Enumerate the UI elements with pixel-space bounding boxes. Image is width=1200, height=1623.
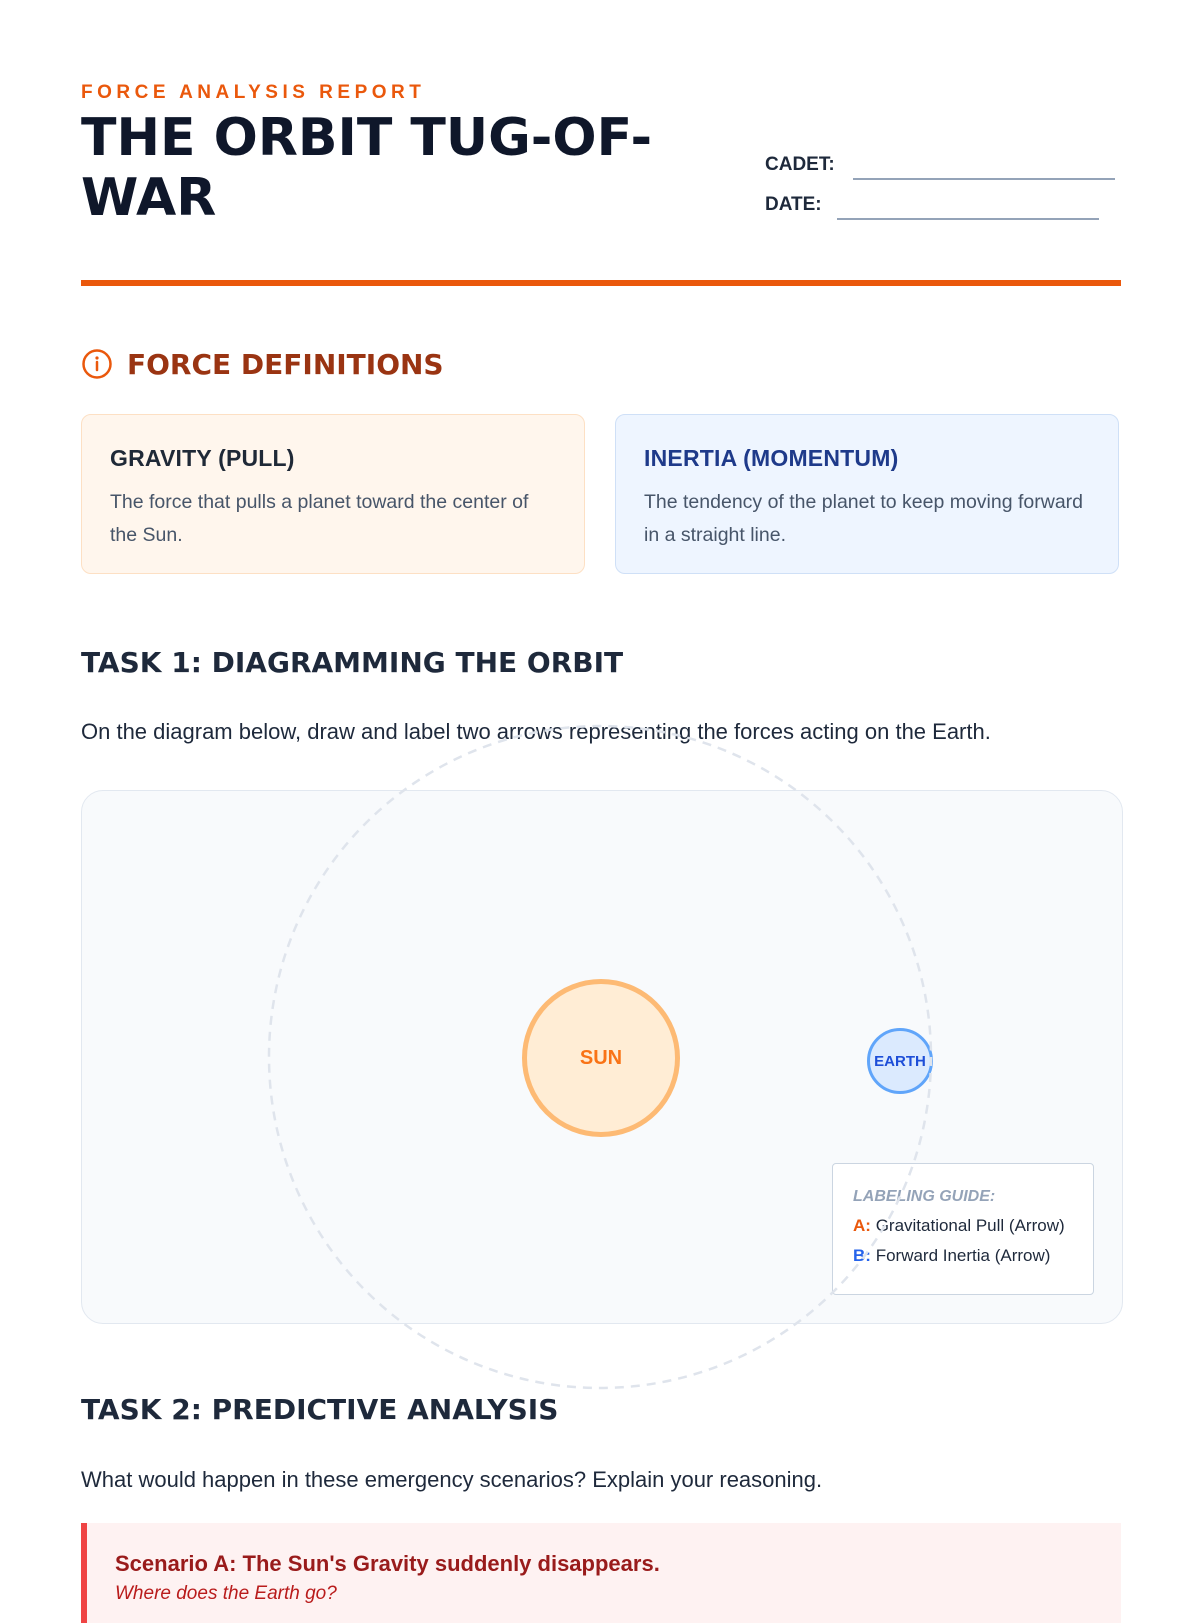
labeling-guide (832, 1163, 1094, 1295)
cadet-field[interactable] (765, 154, 835, 176)
earth (867, 1028, 933, 1094)
scenario-a-prompt: Where does the Earth go? (115, 1583, 337, 1604)
scenario-a-card (81, 1523, 1121, 1623)
worksheet-page (81, 0, 1121, 1604)
sun-label: SUN (579, 1046, 623, 1069)
guide-text-b: Forward Inertia (Arrow) (875, 1246, 1051, 1265)
date-field[interactable] (765, 194, 822, 216)
inertia-text: The tendency of the planet to keep moving forward in a straight line. (644, 491, 1084, 546)
orbit-diagram[interactable] (81, 790, 1123, 1324)
report-eyebrow: FORCE ANALYSIS REPORT (81, 82, 426, 103)
definitions-heading-label: FORCE DEFINITIONS (127, 347, 444, 381)
guide-item-b (853, 1246, 1073, 1266)
page-title: THE ORBIT TUG-OF-WAR (81, 108, 653, 228)
date-line[interactable] (837, 218, 1099, 220)
scenario-a-title: Scenario A: The Sun's Gravity suddenly disappears. (115, 1551, 660, 1576)
earth-label: EARTH (874, 1052, 926, 1070)
cadet-label: CADET: (765, 154, 835, 175)
inertia-card (615, 414, 1119, 574)
gravity-text: The force that pulls a planet toward the center of the Sun. (110, 491, 529, 546)
date-label: DATE: (765, 194, 822, 215)
guide-item-a (853, 1216, 1073, 1236)
cadet-line[interactable] (853, 178, 1115, 180)
guide-text-a: Gravitational Pull (Arrow) (875, 1216, 1065, 1235)
definitions-heading (81, 344, 444, 384)
guide-title: LABELING GUIDE: (853, 1188, 996, 1205)
gravity-title: GRAVITY (PULL) (110, 445, 295, 471)
task1-instruction: On the diagram below, draw and label two arrows representing the forces acting on the Earth. (81, 719, 991, 744)
guide-key-b: B: (853, 1246, 871, 1265)
sun (522, 979, 680, 1137)
guide-key-a: A: (853, 1216, 871, 1235)
inertia-title: INERTIA (MOMENTUM) (644, 445, 899, 471)
gravity-card (81, 414, 585, 574)
task1-heading: TASK 1: DIAGRAMMING THE ORBIT (81, 646, 624, 679)
info-icon (81, 348, 113, 380)
task2-instruction: What would happen in these emergency scenarios? Explain your reasoning. (81, 1467, 823, 1492)
header-divider (81, 280, 1121, 286)
task2-heading: TASK 2: PREDICTIVE ANALYSIS (81, 1393, 559, 1426)
